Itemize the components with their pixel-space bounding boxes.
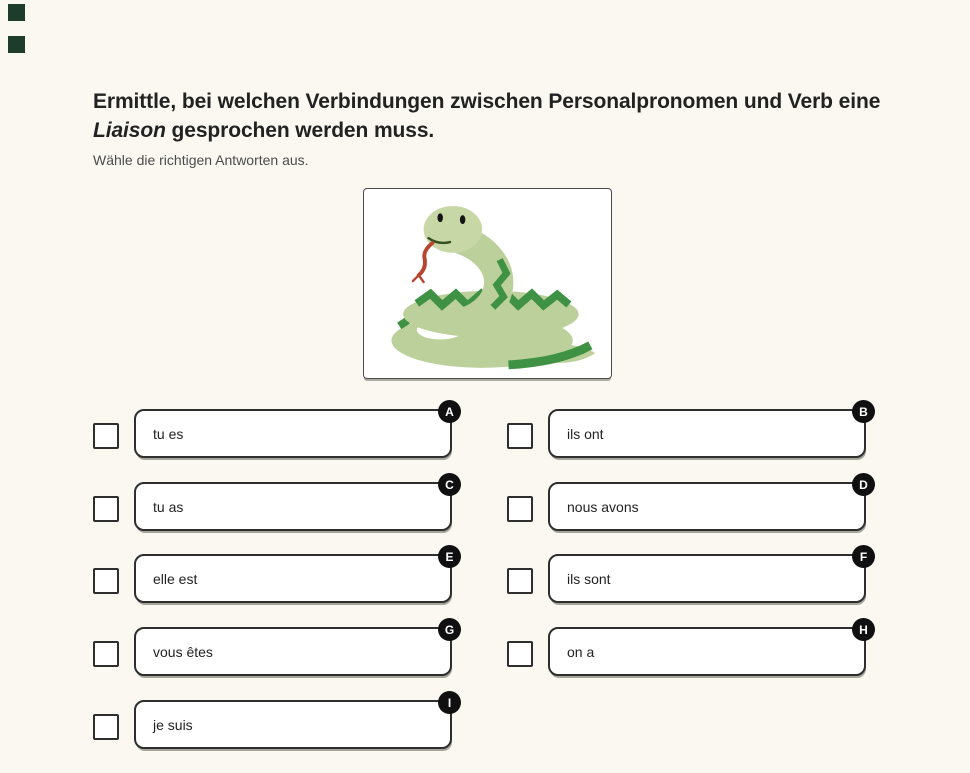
answer-button-c[interactable] bbox=[134, 477, 454, 531]
answer-button-f[interactable] bbox=[548, 549, 868, 603]
answer-option-c bbox=[93, 477, 454, 531]
answer-checkbox-b[interactable] bbox=[507, 423, 533, 449]
answer-option-h bbox=[507, 622, 868, 676]
answer-button-e[interactable] bbox=[134, 549, 454, 603]
answer-label-d: nous avons bbox=[567, 498, 639, 515]
answer-option-e bbox=[93, 549, 454, 603]
question-title-part2: gesprochen werden muss. bbox=[165, 118, 435, 142]
answer-option-d bbox=[507, 477, 868, 531]
answer-checkbox-e[interactable] bbox=[93, 568, 119, 594]
answer-checkbox-g[interactable] bbox=[93, 641, 119, 667]
answer-label-e: elle est bbox=[153, 570, 198, 587]
answer-label-b: ils ont bbox=[567, 425, 604, 442]
answer-badge-f: F bbox=[852, 545, 875, 568]
answer-label-g: vous êtes bbox=[153, 643, 213, 660]
snake-image-card bbox=[363, 188, 612, 379]
answer-badge-g: G bbox=[438, 618, 461, 641]
answer-button-a[interactable] bbox=[134, 404, 454, 458]
answer-label-h: on a bbox=[567, 643, 595, 660]
question-title bbox=[93, 88, 883, 145]
answer-option-g bbox=[93, 622, 455, 676]
answer-badge-b: B bbox=[852, 400, 875, 423]
answer-badge-i: I bbox=[438, 691, 461, 714]
answer-badge-h: H bbox=[852, 618, 875, 641]
question-instruction: Wähle die richtigen Antworten aus. bbox=[93, 152, 309, 168]
answer-option-f bbox=[507, 549, 868, 603]
answer-label-a: tu es bbox=[153, 425, 184, 442]
decor-square-top bbox=[8, 4, 25, 21]
answer-label-i: je suis bbox=[153, 716, 193, 733]
answer-checkbox-a[interactable] bbox=[93, 423, 119, 449]
answer-checkbox-d[interactable] bbox=[507, 496, 533, 522]
question-title-part1: Ermittle, bei welchen Verbindungen zwischen Personalpronomen und Verb eine bbox=[93, 90, 881, 113]
answer-option-i bbox=[93, 695, 452, 749]
answer-button-g[interactable] bbox=[134, 622, 455, 676]
snake-illustration bbox=[370, 193, 604, 373]
answer-option-a bbox=[93, 404, 454, 458]
answer-button-h[interactable] bbox=[548, 622, 868, 676]
answer-badge-c: C bbox=[438, 473, 461, 496]
answer-checkbox-h[interactable] bbox=[507, 641, 533, 667]
answer-button-b[interactable] bbox=[548, 404, 868, 458]
answer-checkbox-c[interactable] bbox=[93, 496, 119, 522]
answer-label-f: ils sont bbox=[567, 570, 611, 587]
answer-label-c: tu as bbox=[153, 498, 184, 515]
answer-checkbox-i[interactable] bbox=[93, 714, 119, 740]
answer-button-d[interactable] bbox=[548, 477, 868, 531]
answer-option-b bbox=[507, 404, 868, 458]
answer-button-i[interactable] bbox=[134, 695, 452, 749]
answer-checkbox-f[interactable] bbox=[507, 568, 533, 594]
answer-badge-e: E bbox=[438, 545, 461, 568]
question-title-italic-term: Liaison bbox=[93, 118, 166, 142]
decor-square-bottom bbox=[8, 36, 25, 53]
answer-badge-a: A bbox=[438, 400, 461, 423]
answer-badge-d: D bbox=[852, 473, 875, 496]
